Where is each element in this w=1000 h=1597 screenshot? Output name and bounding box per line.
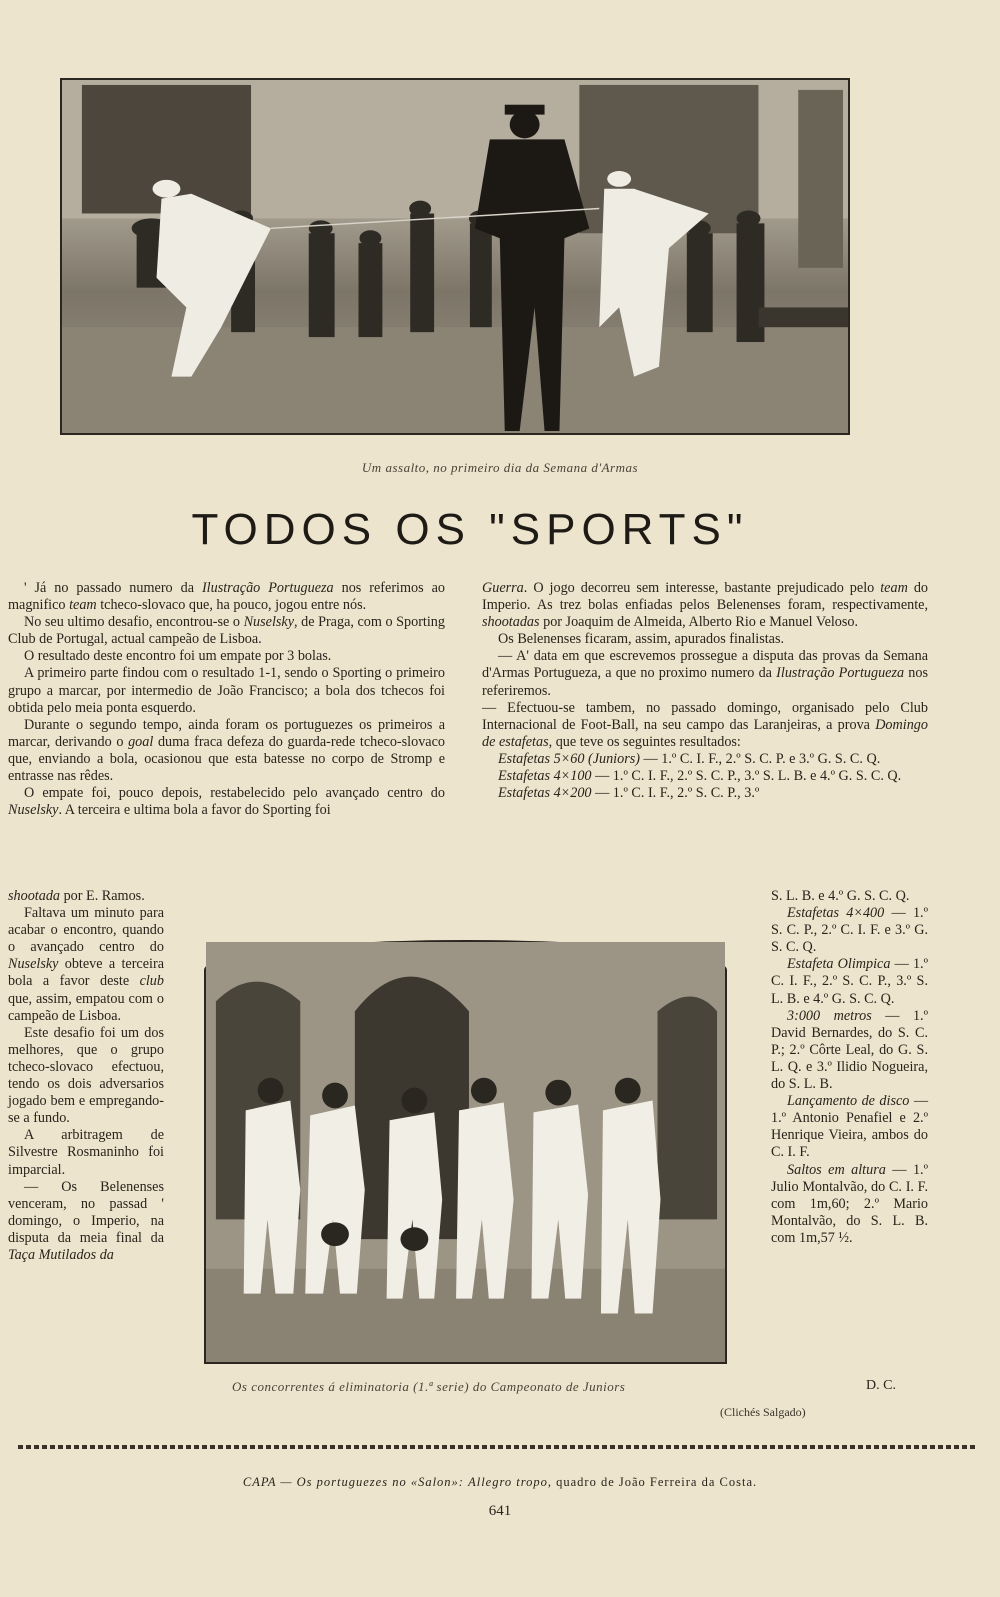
paragraph <box>8 580 445 614</box>
text-run: , que teve os seguintes resultados: <box>548 733 741 750</box>
text-run: que, assim, empatou com o campeão de Lisboa. <box>8 990 164 1024</box>
cover-note <box>0 1475 1000 1490</box>
paragraph <box>771 905 928 956</box>
bottom-photo-image <box>206 942 725 1362</box>
top-photo-caption: Um assalto, no primeiro dia da Semana d'Armas <box>361 460 639 475</box>
paragraph <box>8 648 445 665</box>
text-run: — 1.º C. I. F., 2.º S. C. P., 3.º S. L. B. e 4.º G. S. C. Q. <box>771 956 928 1007</box>
italic-text: Lançamento de disco <box>787 1093 910 1110</box>
paragraph <box>771 888 928 905</box>
text-run: nos referimos ao magnifico <box>8 580 445 614</box>
text-run: por E. Ramos. <box>60 888 145 904</box>
paragraph <box>482 700 928 751</box>
italic-text: Estafetas 5×60 (Juniors) <box>498 750 640 767</box>
italic-text: Nuselsky <box>8 956 59 973</box>
page-number: 641 <box>488 1503 512 1519</box>
paragraph <box>8 1127 164 1178</box>
paragraph <box>8 717 445 785</box>
italic-text: Estafeta Olimpica <box>787 956 891 973</box>
paragraph <box>482 785 928 802</box>
paragraph <box>482 751 928 768</box>
photo-credit: (Clichés Salgado) <box>720 1405 806 1419</box>
paragraph <box>771 1008 928 1093</box>
text-run: por Joaquim de Almeida, Alberto Rio e Manuel Veloso. <box>539 614 859 631</box>
italic-text: Estafetas 4×400 <box>787 905 885 922</box>
text-run: — Os Belenenses venceram, no passad ' domingo, o Imperio, na disputa da meia final da <box>8 1178 164 1246</box>
text-run: . A terceira e ultima bola a favor do Sporting foi <box>58 802 331 819</box>
text-run: — 1.º S. C. P., 2.º C. I. F. e 3.º G. S. C. Q. <box>771 905 928 956</box>
right-column <box>482 580 928 802</box>
bottom-photo-caption: Os concorrentes á eliminatoria (1.ª serie) do Campeonato de Juniors <box>232 1379 626 1394</box>
text-run: No seu ultimo desafio, encontrou-se o <box>24 614 244 631</box>
italic-text: 3:000 metros <box>787 1007 872 1024</box>
text-run: — Efectuou-se tambem, no passado domingo, organisado pelo Club Internacional de Foot-Ball, na seu campo das Laranjeiras, a prova <box>482 699 928 733</box>
italic-text: club <box>139 973 164 990</box>
text-run: O empate foi, pouco depois, restabelecido pelo avançado centro do <box>24 785 445 802</box>
text-run: — 1.º David Bernardes, do S. C. P.; 2.º Côrte Leal, do G. S. L. Q. e 3.º Ilidio Nogueira, do S. L. B. <box>771 1007 928 1093</box>
text-run: — 1.º Julio Montalvão, do C. I. F. com 1m,60; 2.º Mario Montalvão, do S. L. B. com 1m,57 ½. <box>771 1161 928 1246</box>
text-run: — 1.º Antonio Penafiel e 2.º Henrique Vieira, ambos do C. I. F. <box>771 1093 929 1161</box>
paragraph <box>482 631 928 648</box>
paragraph <box>8 665 445 716</box>
italic-text: Guerra <box>482 580 524 596</box>
text-run: , de Praga, com o Sporting Club de Portugal, actual campeão de Lisboa. <box>8 614 445 648</box>
paragraph <box>482 580 928 631</box>
paragraph <box>482 648 928 699</box>
text-run: — 1.º C. I. F., 2.º S. C. P., 3.º <box>591 785 760 802</box>
top-photo-fencing-bout <box>60 78 850 435</box>
italic-text: shootada <box>8 888 61 904</box>
text-run: duma fraca defeza do guarda-rede tcheco-slovaco que, enviando a bola, ocasionou que esta batesse no corpo de Stromp e entrasse nas rêdes. <box>8 733 445 785</box>
text-run: Faltava um minuto para acabar o encontro, quando o avançado centro do <box>8 905 164 956</box>
cover-note-rest: quadro de João Ferreira da Costa. <box>556 1475 758 1489</box>
italic-text: team <box>69 597 97 614</box>
decorative-rule <box>18 1445 978 1449</box>
text-run: A arbitragem de Silvestre Rosmaninho foi imparcial. <box>8 1127 164 1178</box>
text-run: do Imperio. As trez bolas enfiadas pelos Belenenses foram, respectivamente, <box>482 580 929 614</box>
italic-text: Domingo de estafetas <box>482 716 928 750</box>
paragraph <box>8 614 445 648</box>
paragraph <box>482 768 928 785</box>
paragraph <box>8 1025 164 1128</box>
paragraph <box>8 888 164 905</box>
text-run: S. L. B. e 4.º G. S. C. Q. <box>771 888 910 904</box>
paragraph <box>771 1162 928 1247</box>
headline: TODOS OS "SPORTS" <box>191 505 749 554</box>
cover-note-label: CAPA — Os portuguezes no «Salon»: <box>242 1475 464 1489</box>
italic-text: Taça Mutilados da <box>8 1246 114 1263</box>
text-run: nos referiremos. <box>482 665 928 699</box>
paragraph <box>771 1093 928 1161</box>
bottom-photo-fencers <box>204 940 727 1364</box>
text-run: Este desafio foi um dos melhores, que o grupo tcheco-slovaco efectuou, tendo os dois adversarios jogado bem e empregando-se a fundo. <box>8 1024 164 1127</box>
italic-text: goal <box>128 733 154 750</box>
paragraph <box>8 1179 164 1264</box>
paragraph <box>8 905 164 1025</box>
italic-text: team <box>880 580 908 596</box>
text-run: — A' data em que escrevemos prossegue a disputa das provas da Semana d'Armas Portugueza, a que no proximo numero da <box>482 648 928 682</box>
italic-text: Nuselsky <box>243 614 294 631</box>
right-narrow-column <box>771 888 928 1247</box>
paragraph <box>8 785 445 819</box>
text-run: — 1.º C. I. F., 2.º S. C. P. e 3.º G. S. C. Q. <box>639 750 881 767</box>
italic-text: Saltos em altura <box>787 1161 886 1178</box>
italic-text: shootadas <box>482 614 540 631</box>
paragraph <box>771 956 928 1007</box>
italic-text: Ilustração Portugueza <box>776 665 905 682</box>
text-run: Os Belenenses ficaram, assim, apurados finalistas. <box>498 631 785 648</box>
text-run: O resultado deste encontro foi um empate por 3 bolas. <box>24 648 332 665</box>
italic-text: Estafetas 4×100 <box>498 768 592 785</box>
italic-text: Nuselsky <box>8 802 59 819</box>
author-signature: D. C. <box>866 1378 896 1393</box>
text-run: — 1.º C. I. F., 2.º S. C. P., 3.º S. L. B. e 4.º G. S. C. Q. <box>591 768 902 785</box>
text-run: . O jogo decorreu sem interesse, bastante prejudicado pelo <box>523 580 881 596</box>
text-run: Durante o segundo tempo, ainda foram os portuguezes os primeiros a marcar, derivando o <box>8 716 445 750</box>
left-column <box>8 580 445 819</box>
italic-text: Estafetas 4×200 <box>498 785 592 802</box>
italic-text: Ilustração Portugueza <box>201 580 334 596</box>
text-run: obteve a terceira bola a favor deste <box>8 956 164 990</box>
text-run: tcheco-slovaco que, ha pouco, jogou entre nós. <box>96 597 367 614</box>
text-run: A primeiro parte findou com o resultado 1-1, sendo o Sporting o primeiro grupo a marcar, por intermedio de João Francisco; a bola dos tchecos foi obtida pelo meia ponta esquerdo. <box>8 665 445 716</box>
left-narrow-column <box>8 888 164 1264</box>
top-photo-image <box>62 80 848 433</box>
text-run: ' Já no passado numero da <box>24 580 202 596</box>
cover-note-title: Allegro tropo, <box>468 1475 552 1489</box>
